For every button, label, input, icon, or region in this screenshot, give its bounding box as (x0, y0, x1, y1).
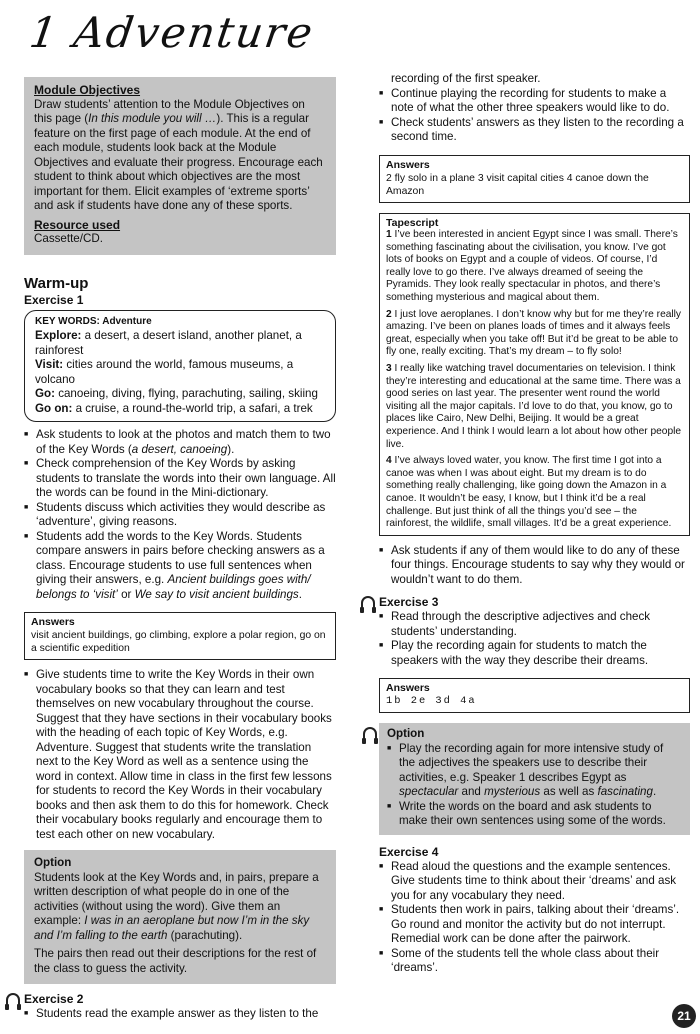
headphones-icon (361, 596, 375, 609)
list-item: ■ Ask students to look at the photos and match them to two of the Key Words (a desert, canoeing). (24, 428, 336, 457)
tapescript-box (379, 213, 690, 536)
list-item: ■ Students then work in pairs, talking about their ‘dreams’. Go round and monitor the activity but do not interrupt. Remedial work can be done after the pairwork. (379, 903, 690, 947)
left-column (24, 77, 336, 1022)
list-item: ■ Read through the descriptive adjectives and check students’ understanding. (379, 610, 690, 639)
key-words-row: Go: canoeing, diving, flying, parachuting, sailing, skiing (35, 387, 318, 400)
key-words-heading: KEY WORDS: Adventure (35, 315, 152, 327)
exercise4-bullets (379, 860, 690, 976)
tapescript-para: 2 I just love aeroplanes. I don’t know why but for me they’re really amazing. I’ve been on planes loads of times and it always feels great, especially when you take off! But it’d be great to be able to fly one, really exciting. That’s my dream – to fly solo! (386, 308, 682, 358)
exercise1-bullets (24, 428, 336, 602)
list-item: ■ Check comprehension of the Key Words by asking students to translate the words into their own language. All the words can be found in the Mini-dictionary. (24, 457, 336, 501)
tapescript-heading: Tapescript (386, 216, 439, 229)
module-objectives-box (24, 77, 336, 255)
list-item: ■ Students read the example answer as they listen to the (24, 1007, 336, 1022)
list-item: ■ Check students’ answers as they listen to the recording a second time. (379, 116, 690, 145)
tapescript-para: 1 I’ve been interested in ancient Egypt since I was small. There’s something fascinating about the civilisation, you know. I’ve got lots of books on Egypt and a couple of videos. Of course, I’d really love to go there. I’ve always dreamed of seeing the Pyramids. They look really spectacular in photos, and there’s something mysterious and magical about them. (386, 229, 678, 304)
list-item: ■ Students discuss which activities they would describe as ‘adventure’, giving reasons. (24, 501, 336, 530)
option-heading: Option (387, 727, 425, 741)
exercise4-heading: Exercise 4 (379, 844, 439, 859)
exercise1-heading: Exercise 1 (24, 292, 84, 307)
exercise2-heading-row (6, 992, 336, 1007)
module-objectives-text: Draw students’ attention to the Module Objectives on this page (In this module you will …). This is a regular feature on the first page of each module. At the end of each module, students look back at the Module Objectives and evaluate their progress. Encourage each student to think about which objectives are the most important for them. Elicit examples of ‘extreme sports’ and ask if students have done any of these sports. (34, 97, 323, 212)
list-item: ■ Students add the words to the Key Words. Students compare answers in pairs before checking answers as a class. Encourage students to use full sentences when giving their answers, e.g. Ancient buildings goes with/ belongs to ‘visit’ or We say to visit ancient buildings. (24, 530, 336, 603)
answers-box-2 (379, 155, 690, 203)
exercise2-after (379, 544, 690, 588)
list-item: ■ Some of the students tell the whole class about their ‘dreams’. (379, 947, 690, 976)
option-heading: Option (34, 856, 72, 869)
exercise2-bullets-continued (379, 87, 690, 145)
exercise3-heading: Exercise 3 (379, 595, 439, 610)
page-number: 21 (672, 1004, 696, 1028)
option-text: Students look at the Key Words and, in pairs, prepare a written description of what people do in one of the activities (without using the word). Give them an example: I was in an aeroplane but now I’m in the sky and I’m falling to the earth (parachuting). (34, 870, 319, 942)
answers-heading: Answers (386, 158, 430, 171)
module-objectives-heading: Module Objectives (34, 83, 141, 97)
option-box-right (379, 723, 690, 835)
exercise3-bullets (379, 610, 690, 668)
resource-heading: Resource used (34, 217, 121, 232)
exercise1-more (24, 668, 336, 842)
right-column (379, 72, 690, 976)
list-item: ■ Write the words on the board and ask students to make their own sentences using some of the words. (387, 800, 682, 829)
page-title: 1 Adventure (26, 8, 318, 57)
exercise2-continued: recording of the first speaker. (391, 72, 541, 85)
option-text-2: The pairs then read out their descriptions for the rest of the class to guess the activity. (34, 947, 317, 975)
answers-box-1 (24, 612, 336, 660)
answers-box-3 (379, 678, 690, 713)
list-item: ■ Play the recording again for more intensive study of the adjectives the speakers use to describe their activities, e.g. Speaker 1 describes Egypt as spectacular and mysterious as well as fascinating. (387, 742, 682, 800)
exercise3-heading-row (361, 595, 690, 610)
tapescript-para: 4 I’ve always loved water, you know. The first time I got into a canoe was when I was about eight. But my dream is to do something really challenging, like going down the Amazon in a canoe. It wouldn’t be easy, I know, but I think it’d be a real challenge. But just think of all the things you’d see – the rainforest, the wildlife, small villages. It’d be a great experience. (386, 455, 672, 530)
key-words-row: Visit: cities around the world, famous museums, a volcano (35, 358, 294, 386)
key-words-box (24, 310, 336, 423)
exercise2-heading: Exercise 2 (24, 992, 84, 1006)
option-bullets (387, 742, 682, 829)
tapescript-para: 3 I really like watching travel documentaries on television. I think they’re interesting and educational at the same time. There was a good series on last year. The presenter went round the world visiting all the major capitals. I’d love to do that, you know, go to places like Cairo, New Delhi, Beijing. It would be a great experience. And I think I would learn a lot about how other people live. (386, 363, 682, 450)
key-words-row: Go on: a cruise, a round-the-world trip, a safari, a trek (35, 401, 313, 415)
answers-text: 1b 2e 3d 4a (386, 695, 477, 708)
option-box-left (24, 850, 336, 984)
answers-heading: Answers (386, 682, 430, 695)
key-words-row: Explore: a desert, a desert island, another planet, a rainforest (35, 329, 302, 357)
list-item: ■ Play the recording again for students to match the speakers with the way they describe their dreams. (379, 639, 690, 668)
exercise2-bullets (24, 1007, 336, 1022)
answers-text: 2 fly solo in a plane 3 visit capital cities 4 canoe down the Amazon (386, 172, 649, 197)
list-item: ■ Ask students if any of them would like to do any of these four things. Encourage students to say why they would or wouldn’t want to do them. (379, 544, 690, 588)
warmup-heading: Warm-up (24, 274, 89, 292)
resource-text: Cassette/CD. (34, 232, 103, 245)
option-box-right-wrapper (379, 723, 690, 835)
list-item: ■ Give students time to write the Key Words in their own vocabulary books so that they can learn and test themselves on new vocabulary throughout the course. Suggest that they have sections in their vocabulary books with the heading of each topic of Key Words, e.g. Adventure. Suggest that students write the translation next to the Key Word as well as a sentence using the word in context. Allow time in class in the first few lessons for students to record the Key Words in their vocabulary books and then ask them to do this for homework. Check their vocabulary books regularly and encourage them to test each other on new vocabulary. (24, 668, 336, 842)
headphones-icon (363, 727, 377, 740)
answers-heading: Answers (31, 616, 75, 628)
answers-text: visit ancient buildings, go climbing, explore a polar region, go on a scientific expedition (31, 630, 326, 654)
list-item: ■ Read aloud the questions and the example sentences. Give students time to think about their ‘dreams’ and ask you for any vocabulary they need. (379, 860, 690, 904)
list-item: ■ Continue playing the recording for students to make a note of what the other three speakers would like to do. (379, 87, 690, 116)
headphones-icon (6, 993, 20, 1006)
